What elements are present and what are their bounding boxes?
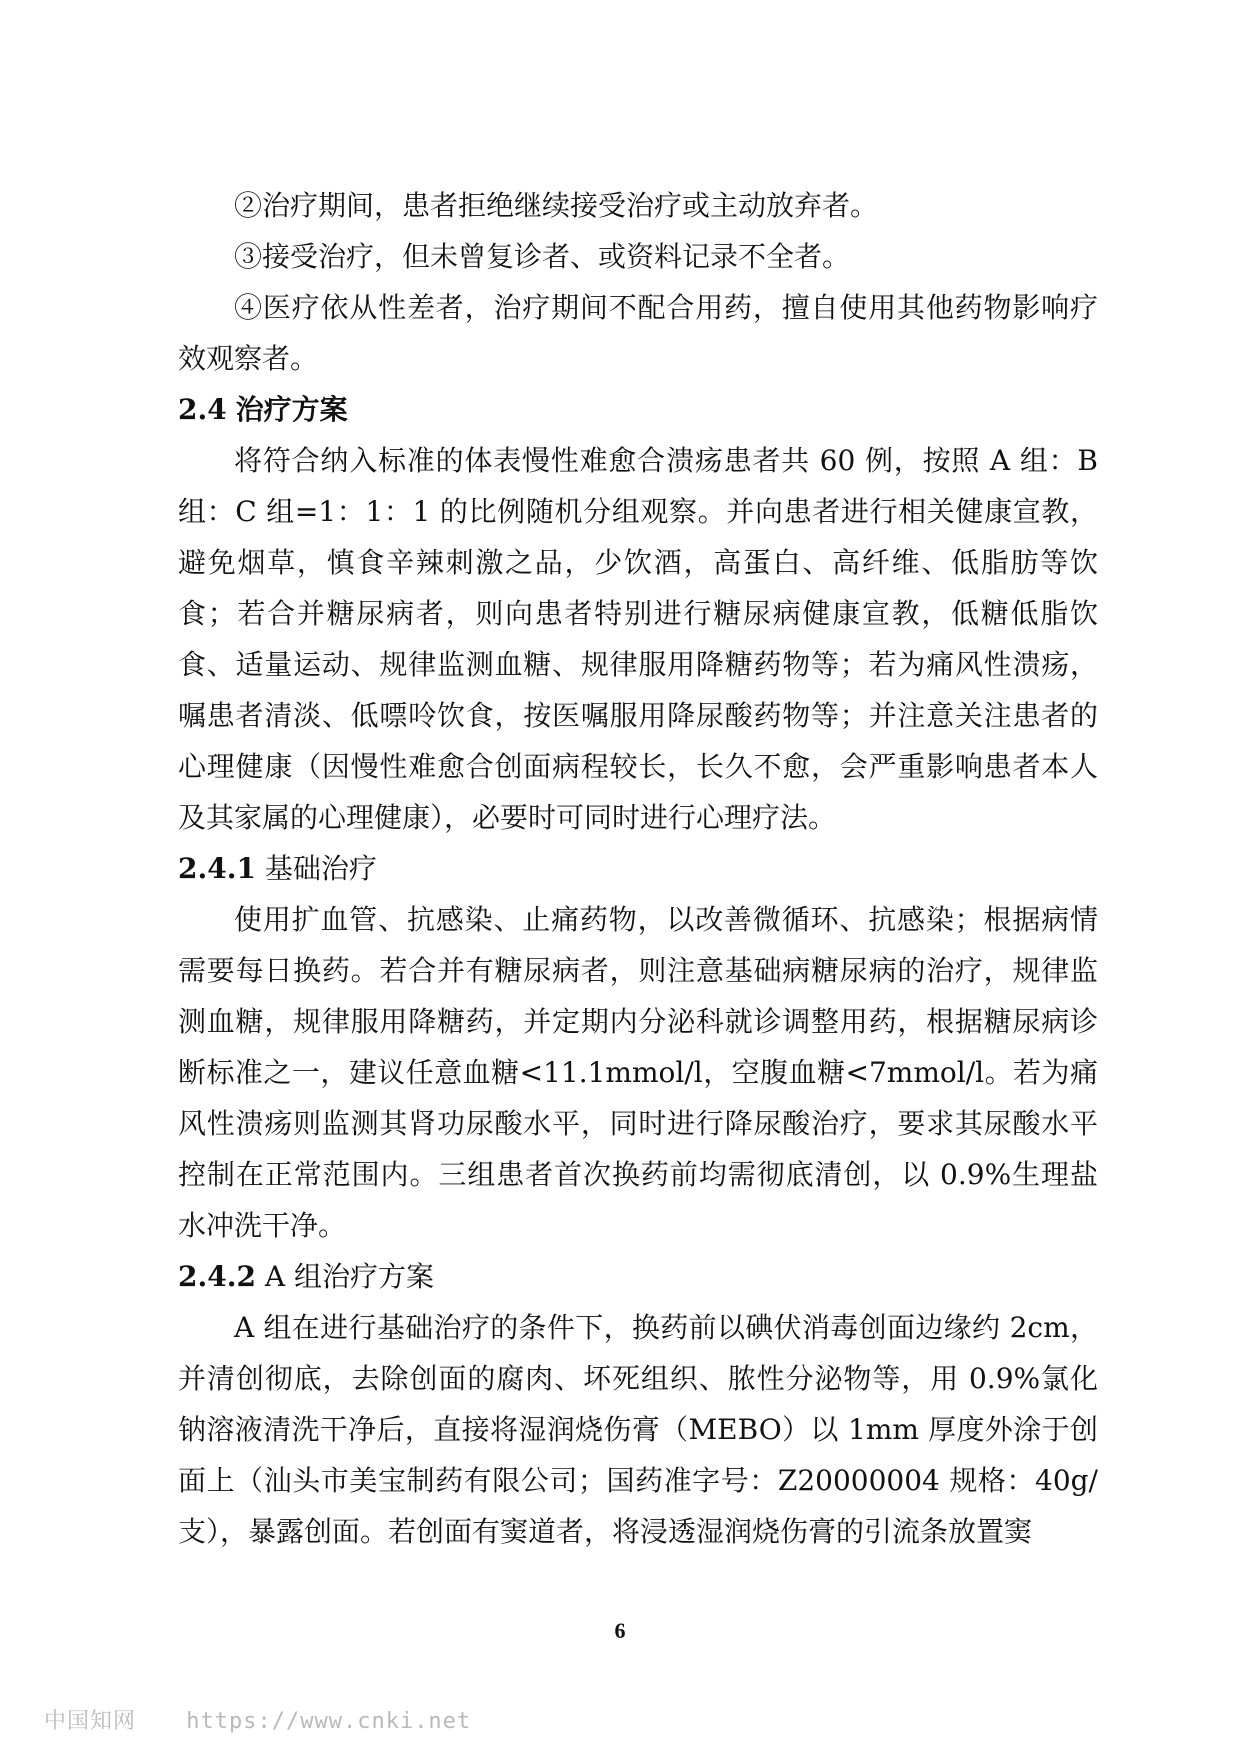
exclusion-item-4: ④医疗依从性差者，治疗期间不配合用药，擅自使用其他药物影响疗效观察者。	[178, 291, 1098, 375]
document-page	[178, 180, 1098, 1557]
section-heading-2-4-2	[178, 1251, 1098, 1302]
watermark-url: https://www.cnki.net	[186, 1709, 472, 1734]
page-number: 6	[614, 1618, 626, 1643]
section-title: A 组治疗方案	[264, 1260, 434, 1293]
section-number: 2.4.2	[178, 1260, 256, 1293]
exclusion-item-3: ③接受治疗，但未曾复诊者、或资料记录不全者。	[234, 240, 851, 273]
paragraph-basic-treatment: 使用扩血管、抗感染、止痛药物，以改善微循环、抗感染；根据病情需要每日换药。若合并有糖尿病者，则注意基础病糖尿病的治疗，规律监测血糖，规律服用降糖药，并定期内分泌科就诊调整用药，根据糖尿病诊断标准之一，建议任意血糖<11.1mmol/l，空腹血糖<7mmol/l。若为痛风性溃疡则监测其肾功尿酸水平，同时进行降尿酸治疗，要求其尿酸水平控制在正常范围内。三组患者首次换药前均需彻底清创，以 0.9%生理盐水冲洗干净。	[178, 903, 1098, 1242]
watermark-logo: 中国知网	[44, 1709, 137, 1734]
section-number: 2.4	[178, 393, 227, 426]
section-title: 治疗方案	[235, 393, 348, 426]
paragraph-treatment-plan: 将符合纳入标准的体表慢性难愈合溃疡患者共 60 例，按照 A 组：B 组：C 组=1：1：1 的比例随机分组观察。并向患者进行相关健康宣教，避免烟草，慎食辛辣刺激之品，少饮酒，高蛋白、高纤维、低脂肪等饮食；若合并糖尿病者，则向患者特别进行糖尿病健康宣教，低糖低脂饮食、适量运动、规律监测血糖、规律服用降糖药物等；若为痛风性溃疡，嘱患者清淡、低嘌呤饮食，按医嘱服用降尿酸药物等；并注意关注患者的心理健康（因慢性难愈合创面病程较长，长久不愈，会严重影响患者本人及其家属的心理健康），必要时可同时进行心理疗法。	[178, 444, 1098, 834]
section-heading-2-4-1	[178, 843, 1098, 894]
exclusion-item-2: ②治疗期间，患者拒绝继续接受治疗或主动放弃者。	[234, 189, 879, 222]
paragraph-group-a-treatment: A 组在进行基础治疗的条件下，换药前以碘伏消毒创面边缘约 2cm，并清创彻底，去除创面的腐肉、坏死组织、脓性分泌物等，用 0.9%氯化钠溶液清洗干净后，直接将湿润烧伤膏（MEBO）以 1mm 厚度外涂于创面上（汕头市美宝制药有限公司；国药准字号：Z20000004 规格：40g/支），暴露创面。若创面有窦道者，将浸透湿润烧伤膏的引流条放置窦	[178, 1311, 1098, 1548]
section-title: 基础治疗	[264, 852, 377, 885]
section-number: 2.4.1	[178, 852, 256, 885]
watermark	[44, 1704, 471, 1735]
section-heading-2-4	[178, 384, 1098, 435]
